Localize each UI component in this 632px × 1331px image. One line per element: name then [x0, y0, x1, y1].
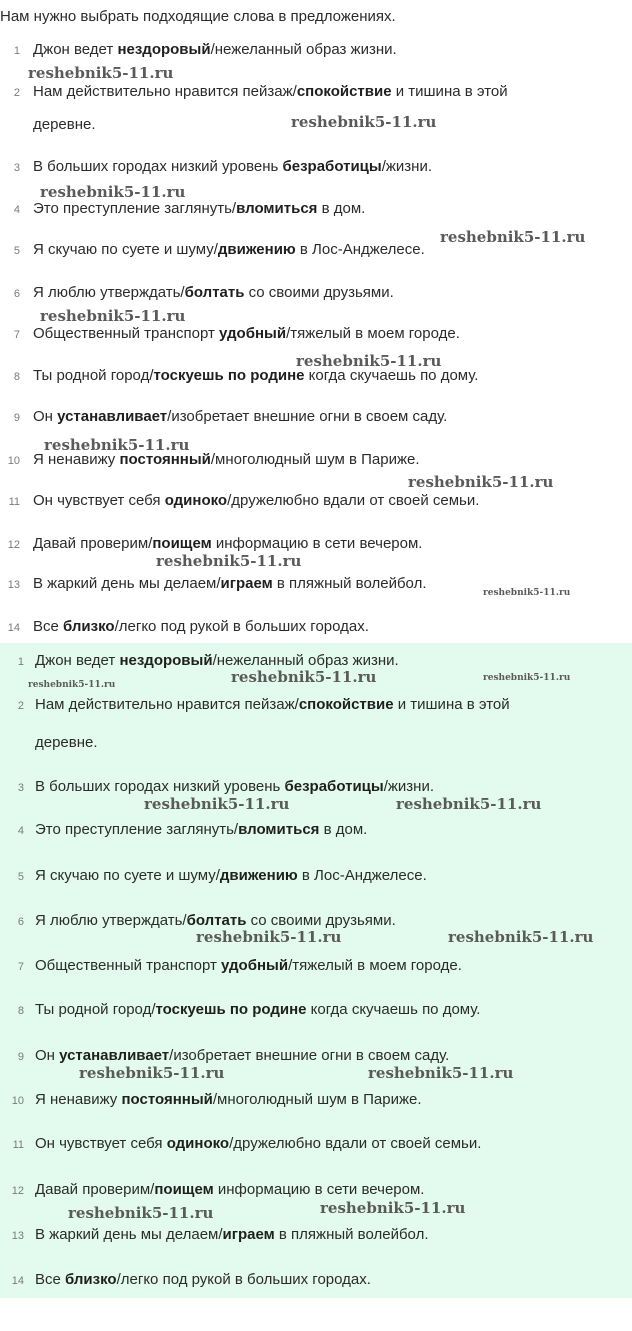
answer-number: 11: [12, 1139, 24, 1151]
watermark: reshebnik5-11.ru: [368, 1064, 514, 1082]
question-sentence: Это преступление заглянуть/вломиться в дом.: [33, 200, 366, 217]
answer-sentence: В больших городах низкий уровень безработицы/жизни.: [35, 778, 435, 795]
chosen-word: болтать: [184, 284, 245, 301]
question-number: 8: [13, 371, 20, 383]
question-sentence: Все близко/легко под рукой в больших городах.: [33, 618, 369, 635]
chosen-word: движению: [219, 867, 298, 884]
answer-sentence: Я ненавижу постоянный/многолюдный шум в Париже.: [35, 1091, 422, 1108]
answer-sentence: Я скучаю по суете и шуму/движению в Лос-Анджелесе.: [35, 867, 427, 884]
question-number: 7: [13, 329, 20, 341]
watermark: reshebnik5-11.ru: [68, 1204, 214, 1222]
chosen-word: одиноко: [166, 1135, 230, 1152]
answer-number: 4: [17, 825, 24, 837]
watermark: reshebnik5-11.ru: [483, 673, 571, 683]
answer-number: 5: [17, 871, 24, 883]
watermark: reshebnik5-11.ru: [28, 680, 116, 690]
chosen-word: болтать: [186, 912, 247, 929]
watermark: reshebnik5-11.ru: [196, 928, 342, 946]
question-number: 10: [7, 455, 20, 467]
watermark: reshebnik5-11.ru: [79, 1064, 225, 1082]
question-sentence: Нам действительно нравится пейзаж/спокойствие и тишина в этой: [33, 83, 508, 100]
question-sentence: Общественный транспорт удобный/тяжелый в моем городе.: [33, 325, 460, 342]
chosen-word: играем: [222, 1226, 275, 1243]
answer-sentence: Общественный транспорт удобный/тяжелый в моем городе.: [35, 957, 462, 974]
question-number: 5: [13, 245, 20, 257]
watermark: reshebnik5-11.ru: [28, 64, 174, 82]
question-sentence: Он устанавливает/изобретает внешние огни в своем саду.: [33, 408, 448, 425]
chosen-word: близко: [63, 618, 115, 635]
answer-number: 12: [11, 1185, 24, 1197]
watermark: reshebnik5-11.ru: [320, 1199, 466, 1217]
question-sentence-continuation: деревне.: [33, 116, 96, 133]
chosen-word: близко: [65, 1271, 117, 1288]
watermark: reshebnik5-11.ru: [144, 795, 290, 813]
answer-sentence: Джон ведет нездоровый/нежеланный образ жизни.: [35, 652, 399, 669]
chosen-word: вломиться: [238, 821, 320, 838]
chosen-word: тоскуешь по родине: [153, 367, 305, 384]
watermark: reshebnik5-11.ru: [440, 228, 586, 246]
watermark: reshebnik5-11.ru: [40, 183, 186, 201]
question-sentence: Джон ведет нездоровый/нежеланный образ жизни.: [33, 41, 397, 58]
chosen-word: устанавливает: [59, 1047, 170, 1064]
question-sentence: В жаркий день мы делаем/играем в пляжный волейбол.: [33, 575, 427, 592]
chosen-word: устанавливает: [57, 408, 168, 425]
chosen-word: одиноко: [164, 492, 228, 509]
answer-sentence: Все близко/легко под рукой в больших городах.: [35, 1271, 371, 1288]
question-number: 2: [13, 87, 20, 99]
watermark: reshebnik5-11.ru: [396, 795, 542, 813]
answer-sentence: Давай проверим/поищем информацию в сети вечером.: [35, 1181, 425, 1198]
chosen-word: безработицы: [284, 778, 384, 795]
question-number: 3: [13, 162, 20, 174]
question-sentence: Я люблю утверждать/болтать со своими друзьями.: [33, 284, 394, 301]
chosen-word: нездоровый: [119, 652, 213, 669]
answer-number: 6: [17, 916, 24, 928]
intro-text: Нам нужно выбрать подходящие слова в предложениях.: [0, 8, 396, 25]
watermark: reshebnik5-11.ru: [448, 928, 594, 946]
answer-number: 9: [17, 1051, 24, 1063]
chosen-word: поищем: [152, 535, 212, 552]
answer-number: 3: [17, 782, 24, 794]
question-number: 14: [7, 622, 20, 634]
chosen-word: спокойствие: [296, 83, 392, 100]
question-number: 6: [13, 288, 20, 300]
question-sentence: Он чувствует себя одиноко/дружелюбно вдали от своей семьи.: [33, 492, 480, 509]
answer-number: 7: [17, 961, 24, 973]
answer-sentence: Ты родной город/тоскуешь по родине когда скучаешь по дому.: [35, 1001, 481, 1018]
answer-sentence: Я люблю утверждать/болтать со своими друзьями.: [35, 912, 396, 929]
chosen-word: безработицы: [282, 158, 382, 175]
chosen-word: вломиться: [236, 200, 318, 217]
chosen-word: удобный: [219, 325, 287, 342]
question-sentence: Я скучаю по суете и шуму/движению в Лос-Анджелесе.: [33, 241, 425, 258]
answer-number: 8: [17, 1005, 24, 1017]
watermark: reshebnik5-11.ru: [408, 473, 554, 491]
chosen-word: движению: [217, 241, 296, 258]
question-sentence: Давай проверим/поищем информацию в сети вечером.: [33, 535, 423, 552]
answer-sentence: Нам действительно нравится пейзаж/спокойствие и тишина в этой: [35, 696, 510, 713]
answer-number: 10: [11, 1095, 24, 1107]
question-number: 11: [8, 496, 20, 508]
chosen-word: постоянный: [119, 451, 211, 468]
chosen-word: нездоровый: [117, 41, 211, 58]
answer-sentence-continuation: деревне.: [35, 734, 98, 751]
watermark: reshebnik5-11.ru: [156, 552, 302, 570]
answer-number: 13: [11, 1230, 24, 1242]
question-sentence: Ты родной город/тоскуешь по родине когда скучаешь по дому.: [33, 367, 479, 384]
answer-sentence: Он чувствует себя одиноко/дружелюбно вдали от своей семьи.: [35, 1135, 482, 1152]
answer-number: 2: [17, 700, 24, 712]
question-number: 4: [13, 204, 20, 216]
chosen-word: постоянный: [121, 1091, 213, 1108]
answer-sentence: В жаркий день мы делаем/играем в пляжный волейбол.: [35, 1226, 429, 1243]
question-number: 12: [7, 539, 20, 551]
question-number: 9: [13, 412, 20, 424]
chosen-word: поищем: [154, 1181, 214, 1198]
chosen-word: спокойствие: [298, 696, 394, 713]
answer-sentence: Это преступление заглянуть/вломиться в дом.: [35, 821, 368, 838]
watermark: reshebnik5-11.ru: [483, 588, 571, 598]
watermark: reshebnik5-11.ru: [296, 352, 442, 370]
question-sentence: В больших городах низкий уровень безработицы/жизни.: [33, 158, 433, 175]
answer-number: 1: [17, 656, 24, 668]
chosen-word: удобный: [221, 957, 289, 974]
answer-sentence: Он устанавливает/изобретает внешние огни в своем саду.: [35, 1047, 450, 1064]
watermark: reshebnik5-11.ru: [40, 307, 186, 325]
watermark: reshebnik5-11.ru: [291, 113, 437, 131]
question-sentence: Я ненавижу постоянный/многолюдный шум в Париже.: [33, 451, 420, 468]
answer-number: 14: [11, 1275, 24, 1287]
chosen-word: играем: [220, 575, 273, 592]
watermark: reshebnik5-11.ru: [231, 668, 377, 686]
question-number: 13: [7, 579, 20, 591]
question-number: 1: [13, 45, 20, 57]
watermark: reshebnik5-11.ru: [44, 436, 190, 454]
chosen-word: тоскуешь по родине: [155, 1001, 307, 1018]
